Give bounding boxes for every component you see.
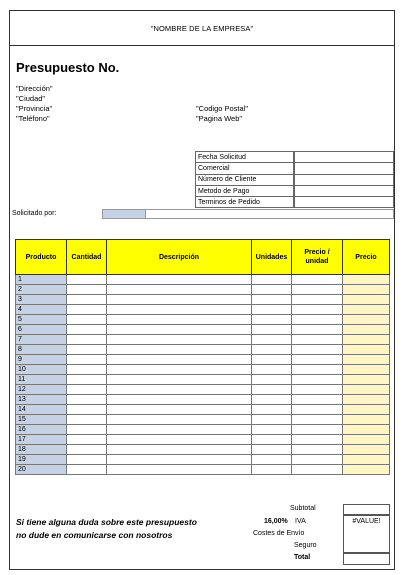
units-cell[interactable] <box>252 275 292 285</box>
table-row <box>16 325 390 335</box>
city-line: "Ciudad" <box>16 94 46 103</box>
order-info-table <box>195 151 394 208</box>
unit-price-cell[interactable] <box>292 315 343 325</box>
units-cell[interactable] <box>252 385 292 395</box>
unit-price-cell[interactable] <box>292 385 343 395</box>
price-cell[interactable] <box>343 305 390 315</box>
price-cell[interactable] <box>343 405 390 415</box>
table-row <box>16 375 390 385</box>
product-cell[interactable]: 13 <box>16 395 67 405</box>
quantity-cell[interactable] <box>67 315 107 325</box>
unit-price-cell[interactable] <box>292 415 343 425</box>
price-cell[interactable] <box>343 285 390 295</box>
description-cell[interactable] <box>107 325 252 335</box>
units-cell[interactable] <box>252 305 292 315</box>
table-row <box>16 415 390 425</box>
description-cell[interactable] <box>107 415 252 425</box>
product-cell[interactable]: 4 <box>16 305 67 315</box>
quantity-cell[interactable] <box>67 465 107 475</box>
quantity-cell[interactable] <box>67 345 107 355</box>
product-cell[interactable]: 12 <box>16 385 67 395</box>
info-row <box>196 197 394 208</box>
product-cell[interactable]: 14 <box>16 405 67 415</box>
product-cell[interactable]: 2 <box>16 285 67 295</box>
price-cell[interactable] <box>343 385 390 395</box>
price-cell[interactable] <box>343 435 390 445</box>
unit-price-cell[interactable] <box>292 305 343 315</box>
units-cell[interactable] <box>252 345 292 355</box>
table-row <box>16 445 390 455</box>
col-header-description: Descripción <box>107 240 252 275</box>
table-row <box>16 315 390 325</box>
quantity-cell[interactable] <box>67 385 107 395</box>
units-cell[interactable] <box>252 425 292 435</box>
website-line: "Pagina Web" <box>196 114 243 123</box>
description-cell[interactable] <box>107 305 252 315</box>
quantity-cell[interactable] <box>67 455 107 465</box>
description-cell[interactable] <box>107 345 252 355</box>
postal-code-line: "Codigo Postal" <box>196 104 249 113</box>
solicited-by-marker <box>102 209 146 219</box>
info-value-payment[interactable] <box>295 185 394 196</box>
quantity-cell[interactable] <box>67 375 107 385</box>
info-row <box>196 163 394 174</box>
description-cell[interactable] <box>107 335 252 345</box>
footer-message-line-1: Si tiene alguna duda sobre este presupuesto <box>16 517 197 527</box>
product-cell[interactable]: 3 <box>16 295 67 305</box>
description-cell[interactable] <box>107 395 252 405</box>
table-row <box>16 365 390 375</box>
unit-price-cell[interactable] <box>292 365 343 375</box>
info-label-terms: Terminos de Pedido <box>196 197 294 208</box>
units-cell[interactable] <box>252 465 292 475</box>
info-value-sales[interactable] <box>295 163 394 174</box>
price-cell[interactable] <box>343 465 390 475</box>
info-label-payment: Metodo de Pago <box>196 185 294 196</box>
price-cell[interactable] <box>343 375 390 385</box>
unit-price-cell[interactable] <box>292 395 343 405</box>
product-cell[interactable]: 9 <box>16 355 67 365</box>
unit-price-cell[interactable] <box>292 375 343 385</box>
solicited-by-label: Solicitado por: <box>12 210 57 217</box>
subtotal-label: Subtotal <box>290 505 316 512</box>
unit-price-cell[interactable] <box>292 335 343 345</box>
unit-price-cell[interactable] <box>292 355 343 365</box>
quantity-cell[interactable] <box>67 415 107 425</box>
description-cell[interactable] <box>107 385 252 395</box>
description-cell[interactable] <box>107 295 252 305</box>
info-label-date: Fecha Solicitud <box>196 152 294 163</box>
price-cell[interactable] <box>343 395 390 405</box>
company-name: "NOMBRE DE LA EMPRESA" <box>10 11 394 46</box>
col-header-units: Unidades <box>252 240 292 275</box>
iva-rate: 16,00% <box>264 518 288 525</box>
product-cell[interactable]: 17 <box>16 435 67 445</box>
solicited-by-field[interactable] <box>146 209 394 219</box>
table-row <box>16 405 390 415</box>
price-cell[interactable] <box>343 445 390 455</box>
product-cell[interactable]: 20 <box>16 465 67 475</box>
product-cell[interactable]: 16 <box>16 425 67 435</box>
table-row <box>16 345 390 355</box>
quantity-cell[interactable] <box>67 355 107 365</box>
product-cell[interactable]: 10 <box>16 365 67 375</box>
table-row <box>16 355 390 365</box>
product-cell[interactable]: 1 <box>16 275 67 285</box>
col-header-quantity: Cantidad <box>67 240 107 275</box>
description-cell[interactable] <box>107 365 252 375</box>
description-cell[interactable] <box>107 375 252 385</box>
table-row <box>16 425 390 435</box>
info-row <box>196 152 394 163</box>
units-cell[interactable] <box>252 415 292 425</box>
unit-price-cell[interactable] <box>292 435 343 445</box>
price-cell[interactable] <box>343 335 390 345</box>
province-line: "Provincia" <box>16 104 53 113</box>
table-row <box>16 385 390 395</box>
address-block-left <box>16 84 53 124</box>
product-cell[interactable]: 11 <box>16 375 67 385</box>
unit-price-cell[interactable] <box>292 325 343 335</box>
items-header-row <box>16 240 390 275</box>
units-cell[interactable] <box>252 335 292 345</box>
table-row <box>16 275 390 285</box>
product-cell[interactable]: 19 <box>16 455 67 465</box>
price-cell[interactable] <box>343 295 390 305</box>
quantity-cell[interactable] <box>67 325 107 335</box>
quantity-cell[interactable] <box>67 305 107 315</box>
price-cell[interactable] <box>343 325 390 335</box>
unit-price-cell[interactable] <box>292 425 343 435</box>
quantity-cell[interactable] <box>67 295 107 305</box>
price-cell[interactable] <box>343 315 390 325</box>
shipping-label: Costes de Envío <box>253 530 305 537</box>
price-cell[interactable] <box>343 275 390 285</box>
units-cell[interactable] <box>252 395 292 405</box>
description-cell[interactable] <box>107 315 252 325</box>
items-table <box>15 239 390 475</box>
product-cell[interactable]: 6 <box>16 325 67 335</box>
info-label-client: Número de Cliente <box>196 174 294 185</box>
units-cell[interactable] <box>252 355 292 365</box>
iva-label: IVA <box>295 518 306 525</box>
product-cell[interactable]: 5 <box>16 315 67 325</box>
description-cell[interactable] <box>107 455 252 465</box>
price-cell[interactable] <box>343 355 390 365</box>
quantity-cell[interactable] <box>67 445 107 455</box>
col-header-price: Precio <box>343 240 390 275</box>
phone-line: "Teléfono" <box>16 114 50 123</box>
price-cell[interactable] <box>343 415 390 425</box>
unit-price-cell[interactable] <box>292 285 343 295</box>
description-cell[interactable] <box>107 435 252 445</box>
footer-message-line-2: no dude en comunicarse con nosotros <box>16 530 173 540</box>
quantity-cell[interactable] <box>67 365 107 375</box>
quantity-cell[interactable] <box>67 275 107 285</box>
price-cell[interactable] <box>343 365 390 375</box>
units-cell[interactable] <box>252 375 292 385</box>
quantity-cell[interactable] <box>67 335 107 345</box>
address-block-right <box>196 104 248 124</box>
units-cell[interactable] <box>252 435 292 445</box>
price-cell[interactable] <box>343 345 390 355</box>
table-row <box>16 395 390 405</box>
units-cell[interactable] <box>252 285 292 295</box>
description-cell[interactable] <box>107 405 252 415</box>
description-cell[interactable] <box>107 355 252 365</box>
info-value-client[interactable] <box>295 174 394 185</box>
units-cell[interactable] <box>252 295 292 305</box>
table-row <box>16 435 390 445</box>
quantity-cell[interactable] <box>67 435 107 445</box>
address-line: "Dirección" <box>16 84 53 93</box>
unit-price-cell[interactable] <box>292 405 343 415</box>
unit-price-cell[interactable] <box>292 455 343 465</box>
table-row <box>16 455 390 465</box>
insurance-label: Seguro <box>294 542 317 549</box>
table-row <box>16 285 390 295</box>
description-cell[interactable] <box>107 425 252 435</box>
iva-value-cell[interactable]: #VALUE! <box>343 515 390 553</box>
units-cell[interactable] <box>252 405 292 415</box>
quote-sheet <box>9 10 395 570</box>
items-body <box>16 275 390 475</box>
description-cell[interactable] <box>107 465 252 475</box>
total-label: Total <box>294 554 311 561</box>
table-row <box>16 465 390 475</box>
description-cell[interactable] <box>107 275 252 285</box>
unit-price-cell[interactable] <box>292 465 343 475</box>
table-row <box>16 335 390 345</box>
quantity-cell[interactable] <box>67 425 107 435</box>
unit-price-cell[interactable] <box>292 345 343 355</box>
price-cell[interactable] <box>343 425 390 435</box>
units-cell[interactable] <box>252 315 292 325</box>
product-cell[interactable]: 8 <box>16 345 67 355</box>
unit-price-cell[interactable] <box>292 445 343 455</box>
product-cell[interactable]: 15 <box>16 415 67 425</box>
info-row <box>196 185 394 196</box>
description-cell[interactable] <box>107 285 252 295</box>
info-label-sales: Comercial <box>196 163 294 174</box>
info-value-terms[interactable] <box>295 197 394 208</box>
price-cell[interactable] <box>343 455 390 465</box>
quantity-cell[interactable] <box>67 285 107 295</box>
quantity-cell[interactable] <box>67 395 107 405</box>
subtotal-value[interactable] <box>343 504 390 515</box>
product-cell[interactable]: 18 <box>16 445 67 455</box>
units-cell[interactable] <box>252 455 292 465</box>
quantity-cell[interactable] <box>67 405 107 415</box>
unit-price-cell[interactable] <box>292 275 343 285</box>
info-row <box>196 174 394 185</box>
description-cell[interactable] <box>107 445 252 455</box>
quote-title: Presupuesto No. <box>16 60 120 75</box>
units-cell[interactable] <box>252 365 292 375</box>
units-cell[interactable] <box>252 445 292 455</box>
table-row <box>16 295 390 305</box>
total-value[interactable] <box>343 553 390 565</box>
table-row <box>16 305 390 315</box>
col-header-product: Producto <box>16 240 67 275</box>
col-header-unit-price: Precio / unidad <box>292 240 343 275</box>
unit-price-cell[interactable] <box>292 295 343 305</box>
units-cell[interactable] <box>252 325 292 335</box>
product-cell[interactable]: 7 <box>16 335 67 345</box>
info-value-date[interactable] <box>295 152 394 163</box>
